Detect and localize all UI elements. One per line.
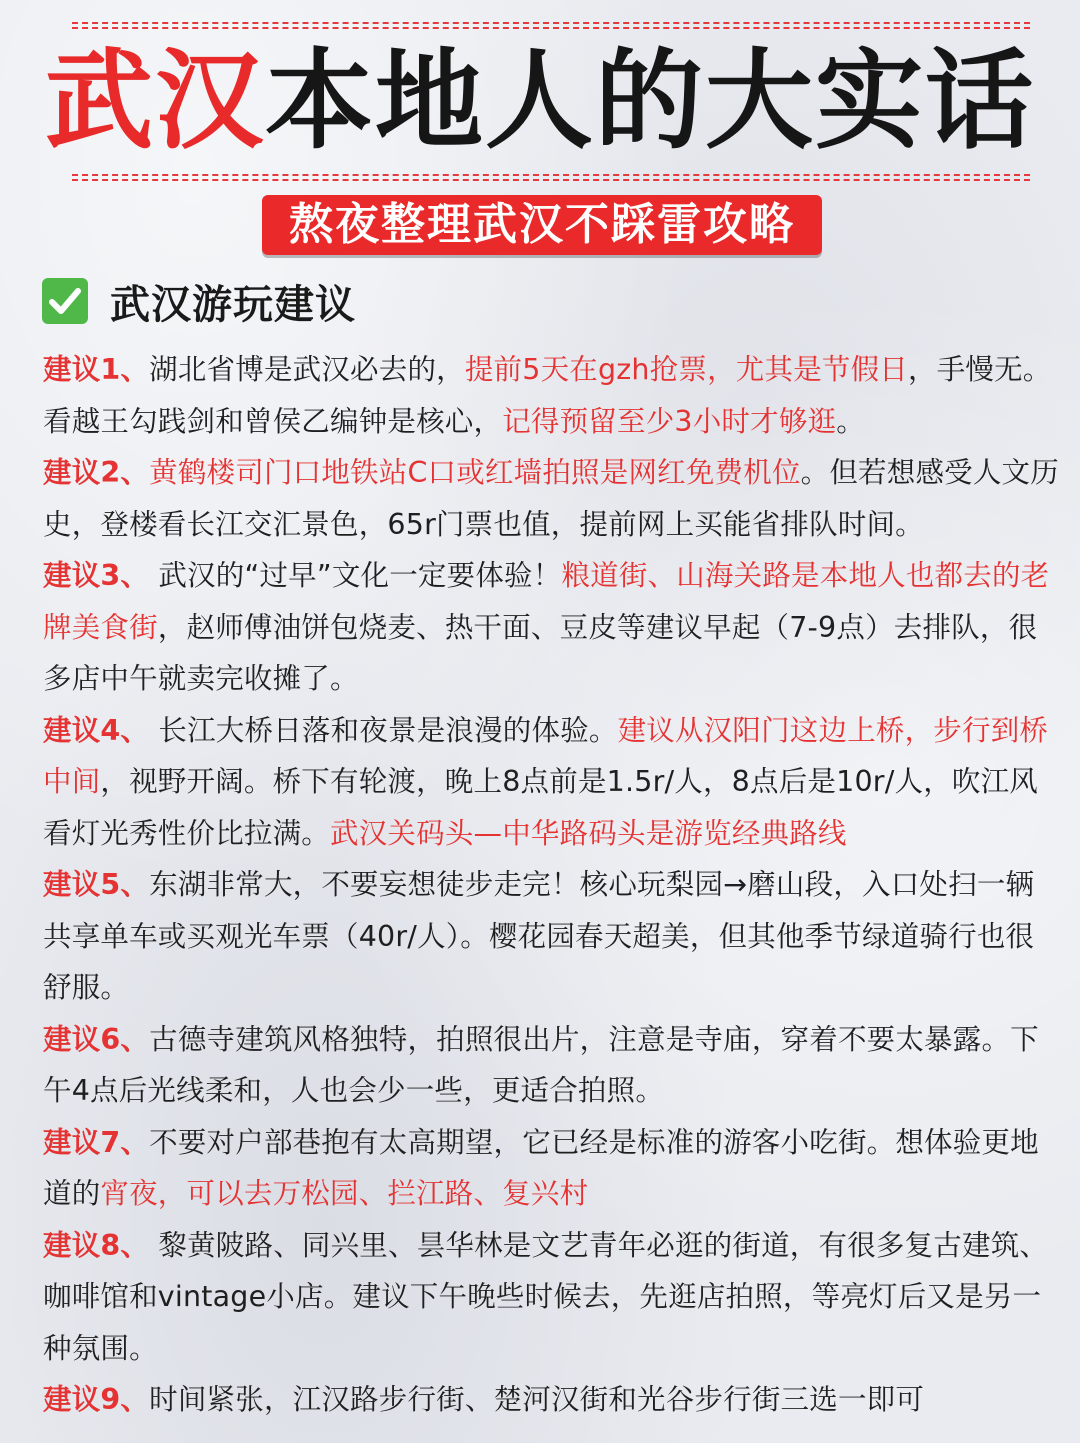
tip-text: 长江大桥日落和夜景是浪漫的体验。 xyxy=(149,713,618,747)
tip-item xyxy=(43,1374,1061,1426)
tip-text: 。 xyxy=(836,404,865,438)
tip-text: 古德寺建筑风格独特，拍照很出片，注意是寺庙，穿着不要太暴露。下午4点后光线柔和，人也会少一些，更适合拍照。 xyxy=(43,1022,1039,1107)
tip-highlight: 武汉关码头—中华路码头是游览经典路线 xyxy=(330,816,847,850)
subtitle-text: 熬夜整理武汉不踩雷攻略 xyxy=(289,199,795,250)
tip-item xyxy=(43,447,1061,550)
tip-highlight: 提前5天在gzh抢票，尤其是节假日 xyxy=(464,353,908,386)
tip-highlight: 建议从汉阳门这边上桥，步行到桥中间 xyxy=(43,713,1049,798)
tip-item xyxy=(43,1014,1061,1117)
tip-item xyxy=(43,705,1061,860)
tip-label: 建议8、 xyxy=(43,1228,150,1262)
tip-label: 建议2、 xyxy=(43,456,150,489)
tip-item xyxy=(43,550,1061,705)
tip-item xyxy=(43,1117,1061,1220)
tip-label: 建议3、 xyxy=(43,559,150,592)
tip-text: 不要对户部巷抱有太高期望，它已经是标准的游客小吃街。想体验更地道的 xyxy=(43,1125,1039,1210)
tip-label: 建议7、 xyxy=(43,1125,150,1159)
top-dashed-rule xyxy=(72,22,1030,29)
tip-text: 东湖非常大，不要妄想徒步走完！核心玩梨园→磨山段，入口处扫一辆共享单车或买观光车票（40r/人）。樱花园春天超美，但其他季节绿道骑行也很舒服。 xyxy=(43,868,1035,1004)
bottom-dashed-rule xyxy=(72,174,1030,181)
tip-label: 建议4、 xyxy=(43,713,150,747)
tip-text: ，赵师傅油饼包烧麦、热干面、豆皮等建议早起（7-9点）去排队，很多店中午就卖完收摊了。 xyxy=(43,610,1038,695)
tip-label: 建议6、 xyxy=(43,1022,150,1056)
title-black-part: 本地人的大实话 xyxy=(265,39,1036,164)
tip-text: 。但若想感受人文历史，登楼看长江交汇景色，65r门票也值，提前网上买能省排队时间。 xyxy=(43,456,1059,541)
tip-text: 湖北省博是武汉必去的， xyxy=(149,353,465,386)
subtitle-banner xyxy=(262,195,822,255)
tip-highlight: 宵夜，可以去万松园、拦江路、复兴村 xyxy=(100,1177,589,1210)
check-mark-icon xyxy=(42,278,88,324)
tip-item xyxy=(43,344,1061,447)
tip-label: 建议5、 xyxy=(43,868,150,901)
tip-text: 武汉的“过早”文化一定要体验！ xyxy=(149,559,562,592)
tip-highlight: 黄鹤楼司门口地铁站C口或红墙拍照是网红免费机位 xyxy=(149,456,801,489)
tip-text: ，手慢无。看越王勾践剑和曾侯乙编钟是核心， xyxy=(43,353,1052,438)
title-red-part: 武汉 xyxy=(44,39,265,164)
tip-text: 时间紧张，江汉路步行街、楚河汉街和光谷步行街三选一即可 xyxy=(149,1383,925,1416)
tip-item xyxy=(43,1220,1061,1375)
tip-text: 黎黄陂路、同兴里、昙华林是文艺青年必逛的街道，有很多复古建筑、咖啡馆和vintage小店。建议下午晚些时候去，先逛店拍照，等亮灯后又是另一种氛围。 xyxy=(43,1228,1049,1365)
tip-label: 建议1、 xyxy=(43,353,150,386)
section-header xyxy=(42,274,356,328)
tip-highlight: 粮道街、山海关路是本地人也都去的老牌美食街 xyxy=(43,559,1050,644)
tip-text: ，视野开阔。桥下有轮渡，晚上8点前是1.5r/人，8点后是10r/人，吹江风看灯光秀性价比拉满。 xyxy=(43,765,1039,850)
tip-highlight: 记得预留至少3小时才够逛 xyxy=(502,404,837,438)
section-title: 武汉游玩建议 xyxy=(110,281,356,328)
tips-list xyxy=(43,344,1061,1426)
tip-item xyxy=(43,859,1061,1014)
page-title xyxy=(40,36,1040,168)
tip-label: 建议9、 xyxy=(43,1383,150,1416)
